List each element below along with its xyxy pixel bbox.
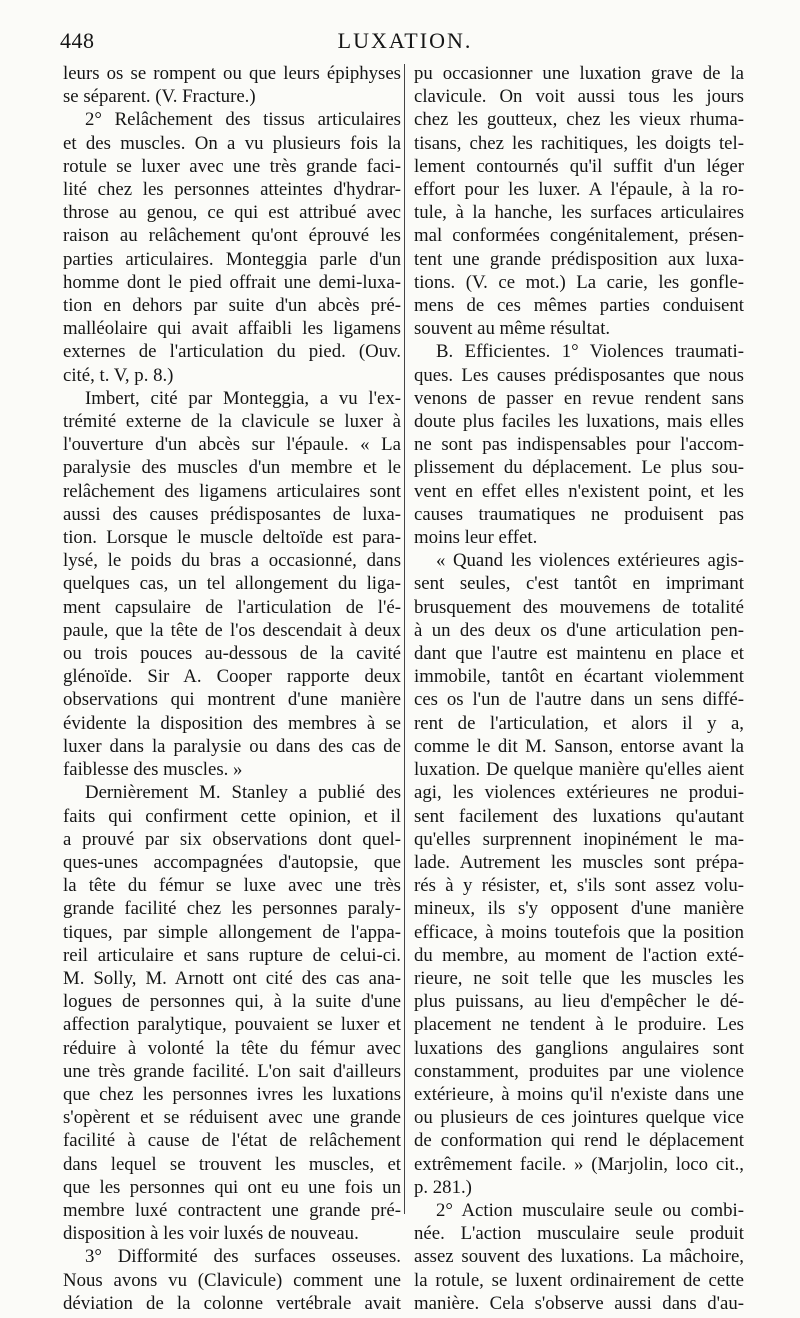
- text-line: rés à y résister, et, s'ils sont assez volu-: [414, 875, 744, 897]
- text-line: tion. Lorsque le muscle deltoïde est para-: [63, 527, 401, 549]
- text-line: réduire à volonté la tête du fémur avec: [63, 1037, 401, 1059]
- text-line: aussi des causes prédisposantes de luxa-: [63, 503, 401, 525]
- text-line: quelques cas, un tel allongement du liga-: [63, 573, 401, 595]
- text-line: du membre, au moment de l'action exté-: [414, 944, 744, 966]
- text-line: B. Efficientes. 1° Violences traumati-: [436, 341, 744, 363]
- text-line: une très grande facilité. L'on sait d'ailleurs: [63, 1060, 401, 1082]
- text-line: observations qui montrent d'une manière: [63, 689, 401, 711]
- text-line: placement ne tendent à le produire. Les: [414, 1014, 744, 1036]
- text-line: agi, les violences extérieures ne produi-: [414, 782, 744, 804]
- text-line: M. Solly, M. Arnott ont cité des cas ana-: [63, 967, 401, 989]
- text-line: pu occasionner une luxation grave de la: [414, 63, 744, 84]
- text-line: immobile, tantôt en écartant violemment: [414, 666, 744, 688]
- text-line: sent seules, c'est tantôt en imprimant: [414, 573, 744, 595]
- text-line: homme dont le pied offrait une demi-luxa-: [63, 271, 401, 293]
- text-line: ques-unes accompagnées d'autopsie, que: [63, 851, 401, 873]
- text-line: affection paralytique, pouvaient se luxer et: [63, 1014, 401, 1036]
- column-divider: [404, 64, 405, 1214]
- text-line: faiblesse des muscles. »: [63, 759, 243, 781]
- text-line: que chez les personnes ivres les luxations: [63, 1083, 401, 1105]
- text-line: chez les goutteux, chez les vieux rhuma-: [414, 109, 744, 131]
- page-header: [60, 28, 750, 62]
- text-line: évidente la disposition des membres à se: [63, 712, 401, 734]
- text-line: trémité externe de la clavicule se luxer à: [63, 411, 401, 433]
- text-line: dans lequel se trouvent les muscles, et: [63, 1153, 401, 1175]
- text-line: assez souvent des luxations. La mâchoire,: [414, 1246, 744, 1268]
- text-line: malléolaire qui avait affaibli les ligamens: [63, 318, 401, 340]
- text-line: souvent au même résultat.: [414, 318, 611, 340]
- text-line: que les personnes qui ont eu une fois un: [63, 1176, 401, 1198]
- text-line: p. 281.): [414, 1176, 472, 1198]
- text-line: tisans, chez les rachitiques, les doigts tel-: [414, 132, 744, 154]
- text-line: venons de passer en revue rendent sans: [414, 387, 744, 409]
- text-line: ne sont pas indispensables pour l'accom-: [414, 434, 744, 456]
- text-line: effort pour les luxer. A l'épaule, à la ro-: [414, 179, 744, 201]
- text-line: ou plusieurs de ces jointures quelque vice: [414, 1107, 744, 1129]
- text-line: mineux, ils s'y opposent d'une manière: [414, 898, 744, 920]
- text-line: luxation. De quelque manière qu'elles aient: [414, 759, 744, 781]
- text-line: tion en dehors par suite d'un abcès pré-: [63, 295, 401, 317]
- text-line: et des muscles. On a vu plusieurs fois la: [63, 132, 401, 154]
- text-line: 2° Action musculaire seule ou combi-: [436, 1199, 744, 1221]
- text-line: ou trois pouces au-dessous de la cavité: [63, 643, 401, 665]
- text-line: tule, à la hanche, les surfaces articulaires: [414, 202, 744, 224]
- text-line: disposition à les voir luxés de nouveau.: [63, 1223, 359, 1245]
- text-line: ques. Les causes prédisposantes que nous: [414, 364, 744, 386]
- text-line: la tête du fémur se luxe avec une très: [63, 875, 401, 897]
- text-line: tiques, par simple allongement de l'appa-: [63, 921, 401, 943]
- text-line: tions. (V. ce mot.) La carie, les gonfle-: [414, 271, 744, 293]
- text-line: lité chez les personnes atteintes d'hydrar-: [63, 179, 401, 201]
- text-line: raison au relâchement qu'ont éprouvé les: [63, 225, 401, 247]
- text-line: efficace, à moins toutefois que la position: [414, 921, 744, 943]
- text-line: a prouvé par six observations dont quel-: [63, 828, 401, 850]
- text-line: à un des deux os d'une articulation pen-: [414, 619, 744, 641]
- text-line: s'opèrent et se réduisent avec une grande: [63, 1107, 401, 1129]
- text-line: dant que l'autre est maintenu en place et: [414, 643, 744, 665]
- text-line: lysé, le poids du bras a occasionné, dans: [63, 550, 401, 572]
- text-line: Dernièrement M. Stanley a publié des: [85, 782, 401, 804]
- text-line: externes de l'articulation du pied. (Ouv.: [63, 341, 401, 363]
- text-line: qu'elles surprennent inopinément le ma-: [414, 828, 744, 850]
- text-line: lement contournés qu'il suffit d'un léger: [414, 155, 744, 177]
- text-line: membre luxé contractent une grande pré-: [63, 1199, 401, 1221]
- text-line: rieure, ne soit telle que les muscles les: [414, 967, 744, 989]
- text-line: parties articulaires. Monteggia parle d'un: [63, 248, 401, 270]
- text-line: paule, que la tête de l'os descendait à deux: [63, 619, 401, 641]
- text-line: manière. Cela s'observe aussi dans d'au-: [414, 1292, 744, 1314]
- running-head: LUXATION.: [337, 28, 473, 53]
- text-line: 3° Difformité des surfaces osseuses.: [85, 1246, 401, 1268]
- text-line: causes traumatiques ne produisent pas: [414, 503, 744, 525]
- text-line: clavicule. On voit aussi tous les jours: [414, 86, 744, 108]
- text-line: déviation de la colonne vertébrale avait: [63, 1292, 401, 1314]
- text-line: constamment, produites par une violence: [414, 1060, 744, 1082]
- text-line: luxations des ganglions angulaires sont: [414, 1037, 744, 1059]
- text-line: cité, t. V, p. 8.): [63, 364, 174, 386]
- text-line: se séparent. (V. Fracture.): [63, 86, 256, 108]
- text-line: throse au genou, ce qui est attribué avec: [63, 202, 401, 224]
- text-line: rent de l'articulation, et alors il y a,: [414, 712, 744, 734]
- text-line: moins leur effet.: [414, 527, 538, 549]
- text-line: née. L'action musculaire seule produit: [414, 1223, 744, 1245]
- text-line: plissement du déplacement. Le plus sou-: [414, 457, 744, 479]
- text-line: facilité à cause de l'état de relâchement: [63, 1130, 401, 1152]
- text-line: lade. Autrement les muscles sont prépa-: [414, 851, 744, 873]
- right-column: [414, 62, 744, 1315]
- text-line: reil articulaire et sans rupture de celui-ci.: [63, 944, 401, 966]
- text-line: mens de ces mêmes parties conduisent: [414, 295, 744, 317]
- text-line: grande facilité chez les personnes paraly-: [63, 898, 401, 920]
- text-line: paralysie des muscles d'un membre et le: [63, 457, 401, 479]
- text-line: plus puissans, au lieu d'empêcher le dé-: [414, 991, 744, 1013]
- text-line: faits qui confirment cette opinion, et il: [63, 805, 401, 827]
- text-line: Nous avons vu (Clavicule) comment une: [63, 1269, 401, 1291]
- text-line: 2° Relâchement des tissus articulaires: [85, 109, 401, 131]
- text-line: glénoïde. Sir A. Cooper rapporte deux: [63, 666, 401, 688]
- page-number: 448: [60, 28, 95, 53]
- text-line: logues de personnes qui, à la suite d'une: [63, 991, 401, 1013]
- text-line: relâchement des ligamens articulaires sont: [63, 480, 401, 502]
- left-column: [63, 62, 401, 1315]
- text-line: rotule se luxer avec une très grande faci-: [63, 155, 401, 177]
- text-line: extrêmement facile. » (Marjolin, loco cit.,: [414, 1153, 744, 1175]
- text-line: Imbert, cité par Monteggia, a vu l'ex-: [85, 387, 401, 409]
- text-line: « Quand les violences extérieures agis-: [436, 550, 744, 572]
- text-line: luxer dans la paralysie ou dans des cas de: [63, 735, 401, 757]
- text-line: sent facilement des luxations qu'autant: [414, 805, 744, 827]
- text-line: leurs os se rompent ou que leurs épiphyses: [63, 63, 401, 84]
- text-line: brusquement des mouvemens de totalité: [414, 596, 744, 618]
- text-line: ment capsulaire de l'articulation de l'é-: [63, 596, 401, 618]
- text-line: extérieure, à moins qu'il n'existe dans une: [414, 1083, 744, 1105]
- text-line: vent en effet elles n'existent point, et les: [414, 480, 744, 502]
- text-line: la rotule, se luxent ordinairement de cette: [414, 1269, 744, 1291]
- text-line: mal conformées congénitalement, présen-: [414, 225, 744, 247]
- text-line: de conformation qui rend le déplacement: [414, 1130, 744, 1152]
- text-line: l'ouverture d'un abcès sur l'épaule. « La: [63, 434, 401, 456]
- text-line: tent une grande prédisposition aux luxa-: [414, 248, 744, 270]
- text-line: comme le dit M. Sanson, entorse avant la: [414, 735, 744, 757]
- text-line: doute plus faciles les luxations, mais elles: [414, 411, 744, 433]
- text-line: ces os l'un de l'autre dans un sens diffé-: [414, 689, 744, 711]
